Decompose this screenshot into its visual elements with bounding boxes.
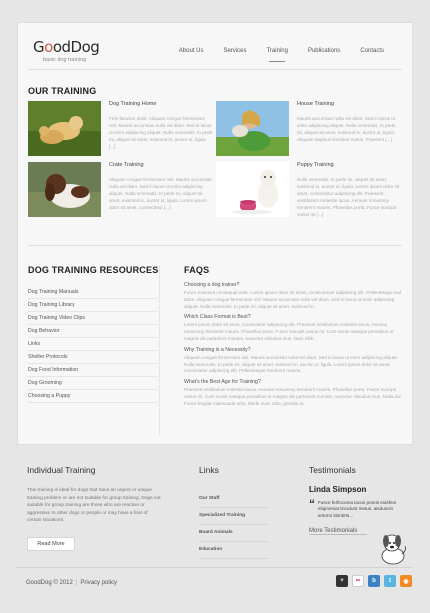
resource-link[interactable]: Dog Training Manuals	[28, 286, 158, 299]
resource-link[interactable]: Shelter Protocols	[28, 351, 158, 364]
copyright-text: GoodDog © 2012	[26, 580, 73, 586]
links-section	[199, 465, 269, 559]
links-list	[199, 491, 269, 559]
privacy-policy-link[interactable]: Privacy policy	[80, 580, 118, 586]
faq-question[interactable]: Choosing a dog trainer?	[184, 282, 240, 288]
white-puppy-image[interactable]	[216, 162, 289, 217]
header-divider	[28, 69, 402, 70]
training-item-desc: Aliquam congue fermentum nisl. Mauris accumsan nulla vel diam. Sed in lacus ut enim adipiscing aliquet. Nulla venenatis. In pede mi, aliquet sit amet, euismod in, auctor ut, ligula. Lorem ipsum dolor sit amet, consectetur [...]	[109, 177, 212, 210]
cartoon-dog-icon	[378, 530, 408, 566]
footer-link[interactable]: Education	[199, 542, 269, 559]
spaniel-image[interactable]	[28, 162, 101, 217]
section-divider	[28, 245, 402, 246]
twitter-icon[interactable]: t	[384, 575, 396, 587]
training-item-desc: Mauris accumsan nulla vel diam. Sed in lacus ut enim adipiscing aliquet. Nulla venenatis. In pede mi, aliquet sit amet, euismod in, auctor ut, ligula. Aliquam dapibus tincidunt metus. Praesent [...]	[297, 116, 396, 142]
faq-item	[184, 347, 402, 375]
links-title: Links	[199, 465, 219, 475]
read-more-button[interactable]: Read More	[27, 537, 75, 551]
share-icon[interactable]: b	[368, 575, 380, 587]
training-item-home	[28, 101, 213, 156]
faq-answer: Lorem ipsum dolor sit amet, consectetur adipiscing elit. Praesent vestibulum molestie lacus. Aenean nonummy hendrerit mauris. Phasellus porta. Fusce suscipit varius mi. Cum sociis natoque penatibus et magnis dis parturient montes, nascetur ridiculus mus. Nam nibh.	[184, 322, 394, 341]
resource-link[interactable]: Dog Training Video Clips	[28, 312, 158, 325]
training-item-title[interactable]: Puppy Training	[297, 162, 334, 168]
faqs-title: FAQS	[184, 265, 210, 275]
footer-link[interactable]: Specialized Training	[199, 508, 269, 525]
plus-icon[interactable]: +	[336, 575, 348, 587]
footer-divider	[17, 567, 413, 568]
resource-link[interactable]: Choosing a Puppy	[28, 390, 158, 403]
faq-answer: Fusce euismod consequat ante. Lorem ipsum dolor sit amet, consectetuer adipiscing elit. Pellentesque sed dolor. Aliquam congue fermentum nisl. Mauris accumsan nulla vel diam. Sed in lacus ut enim adipiscing aliquet. Nulla venenatis. In pede mi, aliquet sit amet, euismod in.	[184, 290, 402, 309]
copyright: GoodDog © 2012 | Privacy policy	[26, 580, 118, 586]
training-item-desc: Fefe fasusus dolor. Aliquam congue fermentum nisl. Mauris accumsan nulla vel diam. Sed in lacus ut enim adipiscing aliquet. Nulla venenatis. In pede mi, aliquet sit amet, euismod in, auctor ut, ligula [...]	[109, 116, 213, 149]
rss-icon[interactable]: ◉	[400, 575, 412, 587]
individual-training-section	[27, 465, 162, 551]
individual-training-title: Individual Training	[27, 465, 96, 475]
training-item-crate	[28, 162, 213, 217]
testimonial-text: Fusce ferficcuma iacun poresi euisfeoi eliqmeniat tincidunt metus. aisduncin iertorni itsmtirts...	[318, 500, 397, 518]
more-testimonials-link[interactable]: More Testimonials	[309, 528, 367, 535]
training-item-house	[216, 101, 401, 156]
nav-about-us[interactable]: About Us	[178, 48, 204, 54]
faq-item	[184, 314, 402, 342]
resources-title: DOG TRAINING RESOURCES	[28, 265, 159, 275]
logo[interactable]	[33, 38, 99, 63]
testimonial-author: Linda Simpson	[309, 485, 367, 494]
training-item-title[interactable]: Dog Training Home	[109, 101, 157, 107]
testimonials-title: Testimonials	[309, 465, 356, 475]
training-item-title[interactable]: House Training	[297, 101, 334, 107]
footer-link[interactable]: Our Staff	[199, 491, 269, 508]
faq-question[interactable]: Why Training is a Necessity?	[184, 346, 251, 353]
resource-link[interactable]: Dog Food Information	[28, 364, 158, 377]
nav-publications[interactable]: Publications	[307, 48, 341, 54]
main-nav	[169, 48, 394, 54]
quote-mark-icon: “	[309, 497, 315, 511]
training-item-puppy	[216, 162, 401, 217]
testimonial-quote	[309, 497, 400, 519]
faqs-list	[184, 282, 402, 412]
faq-answer: Aliquam congue fermentum nisl. Mauris accumsan nulla vel diam. Sed in lacus ut enim adipiscing aliquet. Nulla venenatis. In pede mi, aliquet sit amet, euismod in, auctor ut, ligula. Lorem ipsum dolor sit amet, consectetur adipiscing elit. Pellentesque hendrerit mauris.	[184, 354, 398, 374]
individual-training-text: This training is ideal for dogs that have an urgent or unique training problem or are not suitable for group training. Dogs not suitable for group training are those who are reactive or aggressive to other dogs or people or may have a fear of certain situations.	[27, 488, 161, 524]
faq-item	[184, 379, 402, 407]
resource-link[interactable]: Dog Grooming	[28, 377, 158, 390]
faq-question[interactable]: Which Class Format is Best?	[184, 314, 251, 321]
nav-training[interactable]: Training	[256, 48, 297, 54]
resource-link[interactable]: Dog Behavior	[28, 325, 158, 338]
brand-tagline: basic dog training	[43, 57, 87, 63]
main-card	[17, 22, 413, 445]
faq-item	[184, 282, 402, 310]
training-item-title[interactable]: Crate Training	[109, 162, 144, 168]
our-training-title: OUR TRAINING	[28, 86, 97, 96]
nav-services[interactable]: Services	[223, 48, 247, 54]
dogs-grass-image[interactable]	[28, 101, 101, 156]
testimonials-section	[309, 465, 400, 537]
social-links	[336, 575, 412, 587]
column-divider	[159, 265, 160, 435]
woman-with-dog-image[interactable]	[216, 101, 289, 156]
brand-name: GoodDog	[33, 38, 100, 56]
footer-link[interactable]: Board Animals	[199, 525, 269, 542]
faq-answer: Praesent vestibulum molestie lacus. Aenean nonummy hendrerit mauris. Phasellus porta. Fusce suscipit varius mi. Cum sociis natoque penatibus et magnis dis parturient montes, nascetur ridiculus mus. Nulla dui. Fusce feugiat malesuada odio. Morbi nunc odio, gravida at.	[184, 387, 402, 406]
flickr-icon[interactable]: ••	[352, 575, 364, 587]
resources-list	[28, 286, 158, 403]
training-item-desc: Nulla venenatis. In pede mi, aliquet sit amet, euismod in, auctor ut, ligula. Lorem ipsum dolor sit amet, consectetur adipiscing elit. Praesent vestibulum molestie lacus. Aenean nonummy hendrerit mauris. Phasellus porta. Fusce suscipit varius mi [...]	[297, 177, 400, 217]
resource-link[interactable]: Links	[28, 338, 158, 351]
nav-contacts[interactable]: Contacts	[360, 48, 384, 54]
faq-question[interactable]: What's the Best Age for Training?	[184, 379, 261, 386]
resource-link[interactable]: Dog Training Library	[28, 299, 158, 312]
